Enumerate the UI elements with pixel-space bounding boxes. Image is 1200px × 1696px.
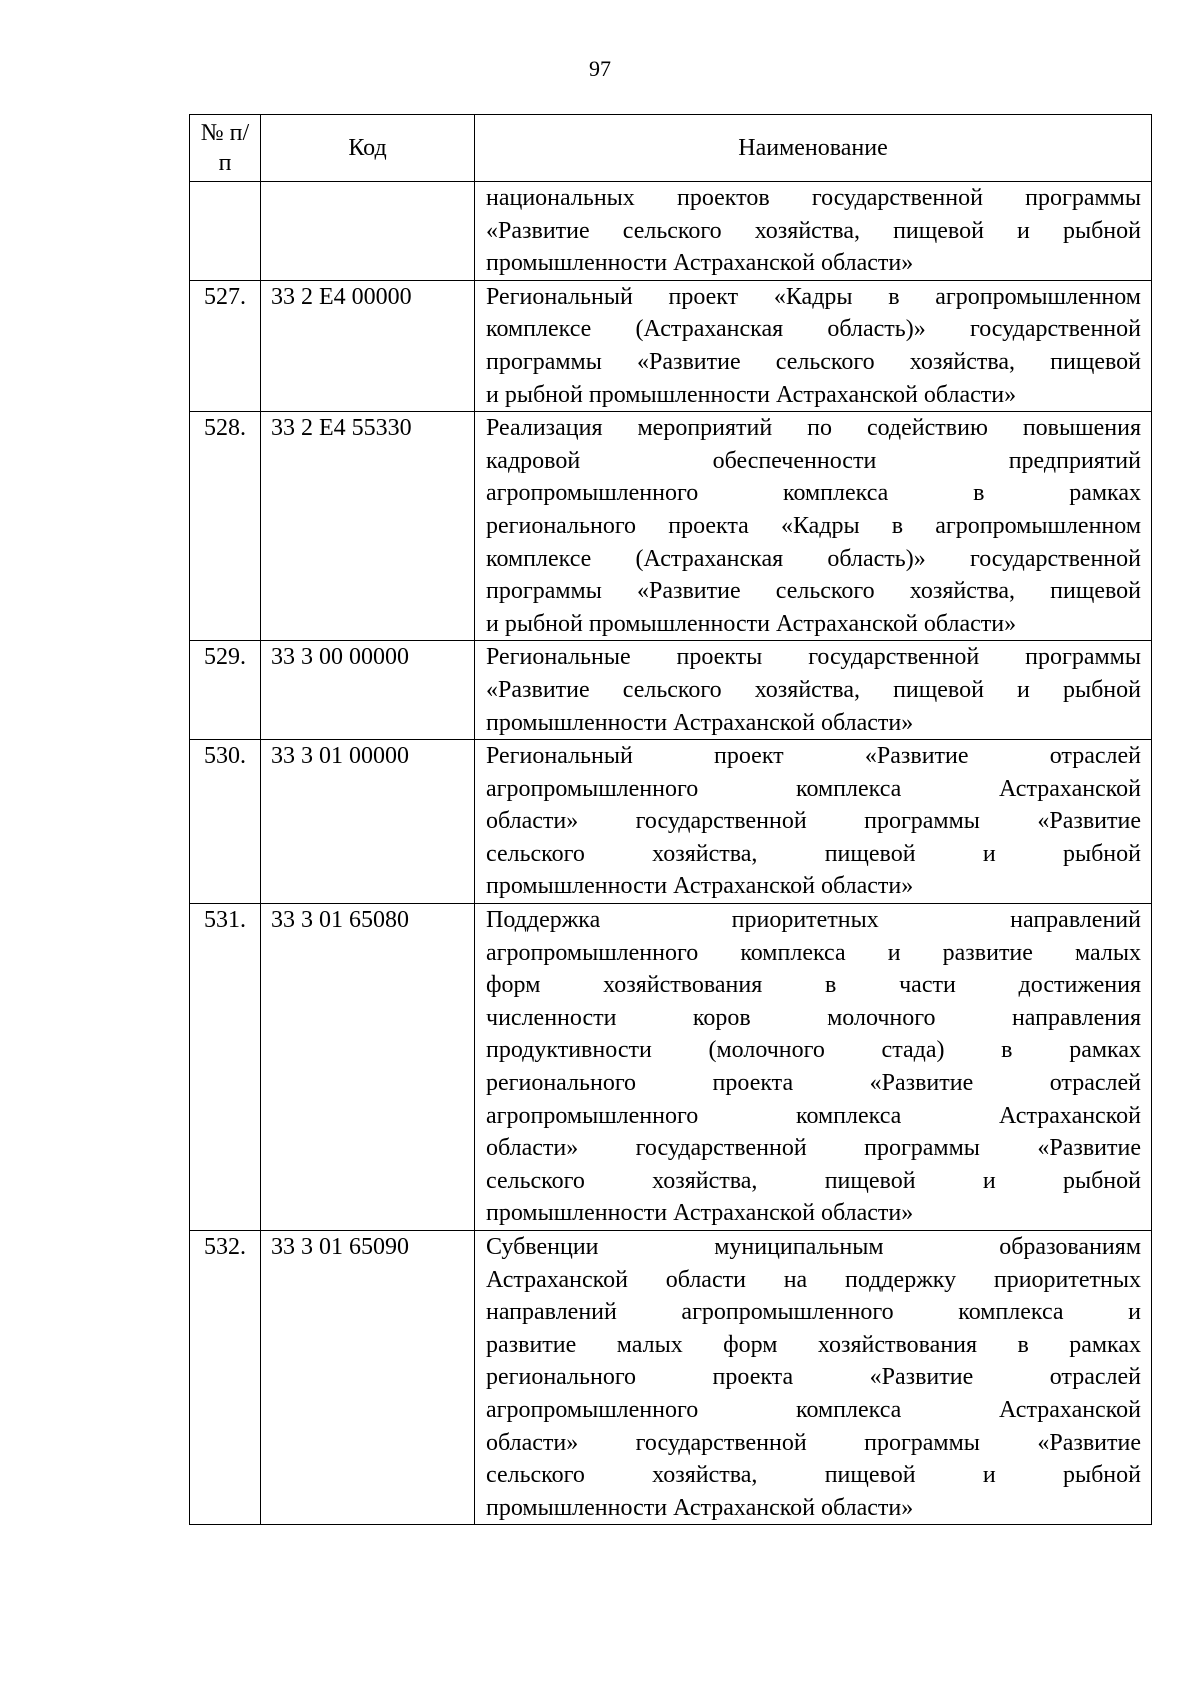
- row-name-line: сельского хозяйства, пищевой и рыбной: [486, 840, 1141, 867]
- table-body: [190, 182, 1152, 1525]
- row-number: 530.: [190, 740, 261, 904]
- row-name-line: комплексе (Астраханская область)» государственной: [486, 545, 1141, 572]
- table-row: [190, 280, 1152, 411]
- row-name-line: развитие малых форм хозяйствования в рамках: [486, 1331, 1141, 1358]
- table-row: [190, 740, 1152, 904]
- row-name-line: промышленности Астраханской области»: [486, 1494, 914, 1521]
- row-code: [261, 182, 475, 281]
- row-number: 527.: [190, 280, 261, 411]
- row-number: 528.: [190, 412, 261, 641]
- row-name-line: регионального проекта «Развитие отраслей: [486, 1070, 1141, 1097]
- row-name-line: Субвенции муниципальным образованиям: [486, 1234, 1141, 1260]
- row-name-line: агропромышленного комплекса Астраханской: [486, 1396, 1141, 1423]
- table-row: [190, 1231, 1152, 1525]
- row-name-line: программы «Развитие сельского хозяйства, пищевой: [486, 578, 1141, 605]
- row-name-line: Поддержка приоритетных направлений: [486, 907, 1141, 934]
- row-number: 531.: [190, 904, 261, 1231]
- row-name: [475, 904, 1152, 1231]
- row-name-line: продуктивности (молочного стада) в рамках: [486, 1037, 1141, 1064]
- row-name-line: агропромышленного комплекса Астраханской: [486, 1102, 1141, 1129]
- row-name-line: агропромышленного комплекса в рамках: [486, 480, 1141, 507]
- row-name-line: «Развитие сельского хозяйства, пищевой и рыбной: [486, 217, 1141, 244]
- row-number: 532.: [190, 1231, 261, 1525]
- row-code: 33 3 01 00000: [261, 740, 475, 904]
- row-name: [475, 182, 1152, 281]
- header-num: [190, 115, 261, 182]
- row-name-line: регионального проекта «Кадры в агропромышленном: [486, 512, 1141, 539]
- header-name: Наименование: [475, 115, 1152, 182]
- table-row: [190, 412, 1152, 641]
- row-name-line: Региональные проекты государственной программы: [486, 644, 1141, 671]
- row-name-line: программы «Развитие сельского хозяйства, пищевой: [486, 348, 1141, 375]
- row-name-line: сельского хозяйства, пищевой и рыбной: [486, 1167, 1141, 1194]
- table-row: [190, 904, 1152, 1231]
- table-header-row: [190, 115, 1152, 182]
- row-code: 33 3 01 65080: [261, 904, 475, 1231]
- row-name: [475, 740, 1152, 904]
- row-name-line: промышленности Астраханской области»: [486, 1200, 914, 1227]
- row-name-line: и рыбной промышленности Астраханской области»: [486, 381, 1017, 408]
- header-num-label: № п/п: [200, 120, 250, 176]
- row-name-line: кадровой обеспеченности предприятий: [486, 447, 1141, 474]
- row-name-line: Астраханской области на поддержку приоритетных: [486, 1266, 1141, 1293]
- row-name-line: и рыбной промышленности Астраханской области»: [486, 610, 1017, 637]
- row-name-line: «Развитие сельского хозяйства, пищевой и рыбной: [486, 676, 1141, 703]
- row-name-line: промышленности Астраханской области»: [486, 250, 914, 277]
- row-name-line: агропромышленного комплекса Астраханской: [486, 775, 1141, 802]
- row-name-line: Реализация мероприятий по содействию повышения: [486, 415, 1141, 442]
- classification-table: [189, 114, 1152, 1525]
- header-code: Код: [261, 115, 475, 182]
- row-name-line: национальных проектов государственной программы: [486, 185, 1141, 211]
- row-number: 529.: [190, 641, 261, 740]
- row-code: 33 3 01 65090: [261, 1231, 475, 1525]
- row-name: [475, 280, 1152, 411]
- row-code: 33 2 E4 00000: [261, 280, 475, 411]
- row-name-line: комплексе (Астраханская область)» государственной: [486, 316, 1141, 343]
- row-name-line: промышленности Астраханской области»: [486, 709, 914, 736]
- row-name-line: сельского хозяйства, пищевой и рыбной: [486, 1462, 1141, 1489]
- row-code: 33 2 E4 55330: [261, 412, 475, 641]
- table-row: [190, 182, 1152, 281]
- row-name-line: Региональный проект «Развитие отраслей: [486, 743, 1141, 770]
- row-name-line: области» государственной программы «Развитие: [486, 1429, 1141, 1456]
- row-name-line: области» государственной программы «Развитие: [486, 1135, 1141, 1162]
- row-name-line: промышленности Астраханской области»: [486, 873, 914, 900]
- page-number: 97: [589, 56, 611, 81]
- row-name: [475, 641, 1152, 740]
- row-name-line: области» государственной программы «Развитие: [486, 808, 1141, 835]
- row-name: [475, 1231, 1152, 1525]
- row-name-line: численности коров молочного направления: [486, 1004, 1141, 1031]
- row-name-line: регионального проекта «Развитие отраслей: [486, 1364, 1141, 1391]
- row-name-line: агропромышленного комплекса и развитие малых: [486, 939, 1141, 966]
- table-row: [190, 641, 1152, 740]
- row-name-line: Региональный проект «Кадры в агропромышленном: [486, 283, 1141, 310]
- row-code: 33 3 00 00000: [261, 641, 475, 740]
- row-name-line: направлений агропромышленного комплекса и: [486, 1299, 1141, 1326]
- row-number: [190, 182, 261, 281]
- row-name: [475, 412, 1152, 641]
- row-name-line: форм хозяйствования в части достижения: [486, 972, 1141, 999]
